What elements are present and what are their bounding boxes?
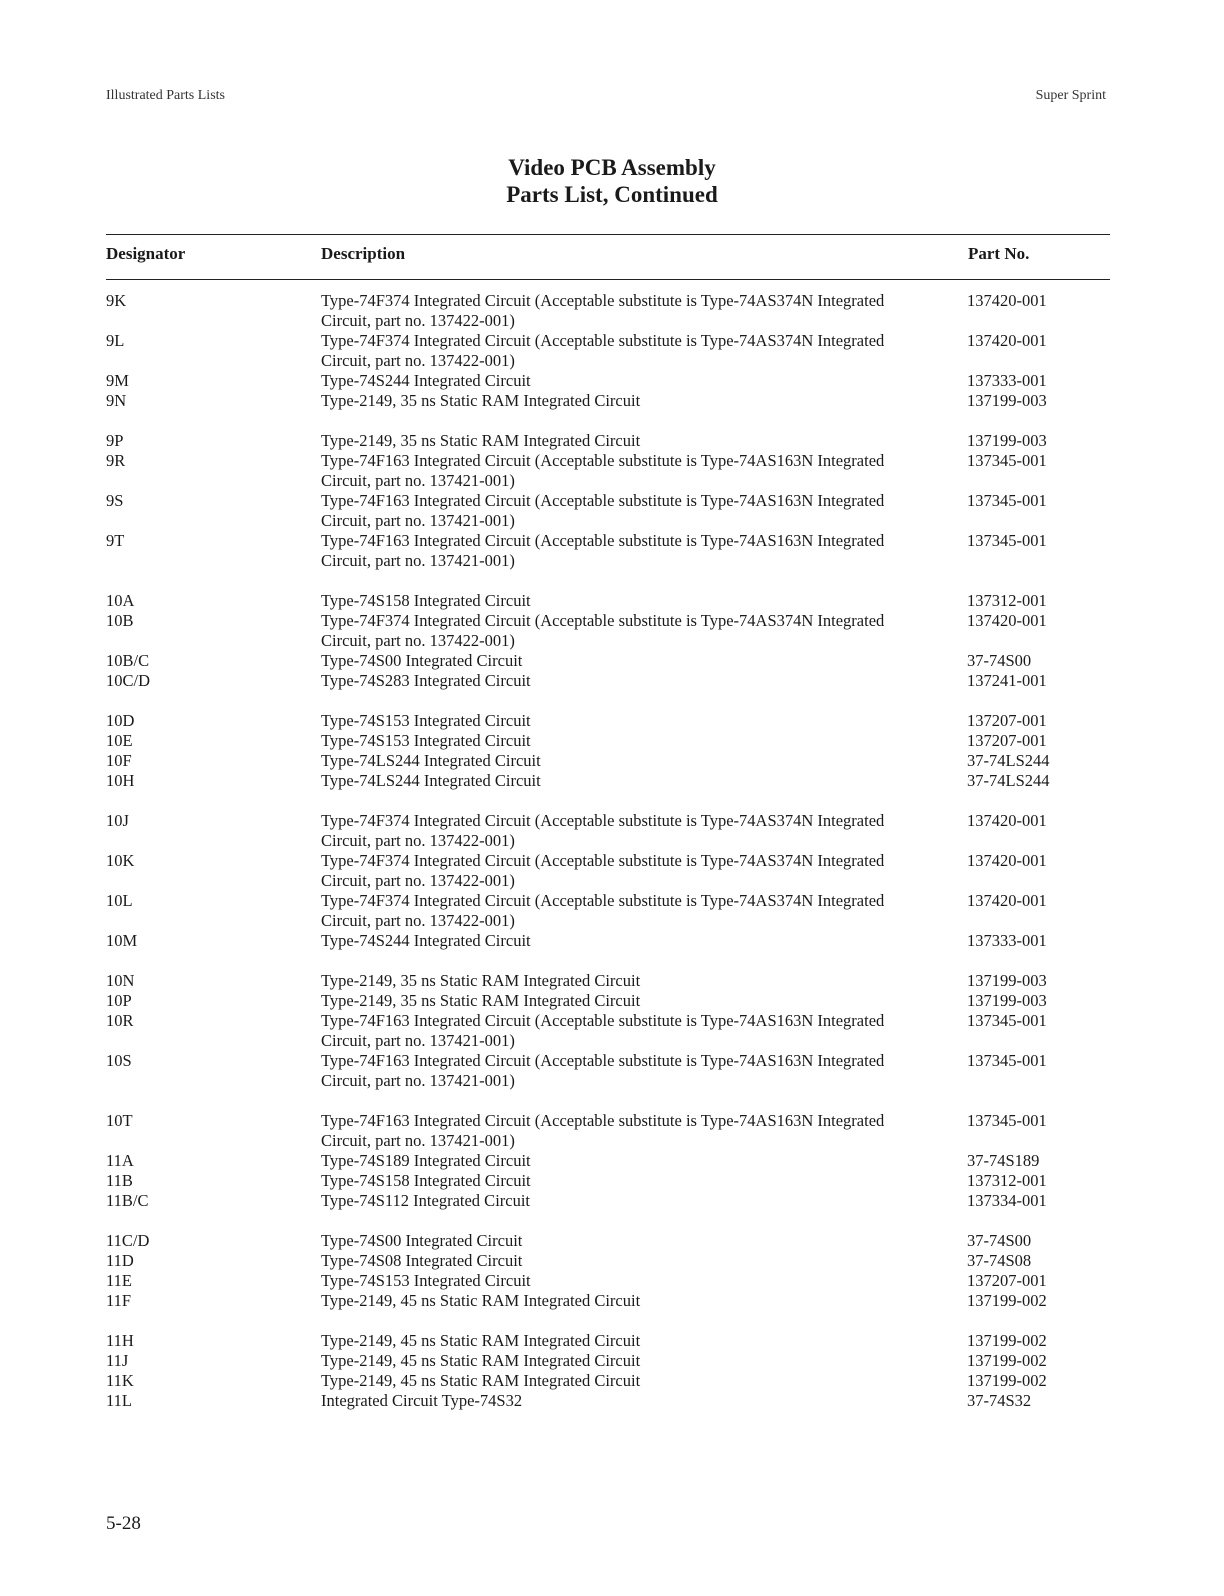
part-number-cell: 137199-003 <box>967 431 1047 450</box>
designator-cell: 11A <box>106 1151 134 1170</box>
designator-cell: 9K <box>106 291 127 310</box>
column-header-designator: Designator <box>106 244 186 263</box>
designator-cell: 10T <box>106 1111 133 1130</box>
part-number-cell: 137199-003 <box>967 391 1047 410</box>
running-header-right: Super Sprint <box>1035 88 1106 103</box>
designator-cell: 9R <box>106 451 126 470</box>
table-row <box>0 671 1224 691</box>
table-header-rule <box>106 279 1110 280</box>
part-number-cell: 137207-001 <box>967 1271 1047 1290</box>
part-number-cell: 137345-001 <box>967 1051 1047 1070</box>
designator-cell: 10L <box>106 891 133 910</box>
table-row <box>0 811 1224 851</box>
table-row <box>0 1251 1224 1271</box>
table-row <box>0 391 1224 411</box>
table-row <box>0 711 1224 731</box>
table-row <box>0 591 1224 611</box>
table-row <box>0 931 1224 951</box>
row-group <box>0 291 1224 411</box>
designator-cell: 9L <box>106 331 125 350</box>
part-number-cell: 137207-001 <box>967 711 1047 730</box>
part-number-cell: 137345-001 <box>967 1011 1047 1030</box>
table-row <box>0 611 1224 651</box>
table-row <box>0 1291 1224 1311</box>
designator-cell: 11J <box>106 1351 129 1370</box>
table-row <box>0 371 1224 391</box>
designator-cell: 10E <box>106 731 133 750</box>
part-number-cell: 37-74S00 <box>967 651 1032 670</box>
part-number-cell: 137333-001 <box>967 371 1047 390</box>
description-cell: Type-74S158 Integrated Circuit <box>321 591 531 610</box>
table-row <box>0 1271 1224 1291</box>
row-group <box>0 431 1224 571</box>
part-number-cell: 137420-001 <box>967 331 1047 350</box>
description-cell: Type-74F163 Integrated Circuit (Acceptable substitute is Type-74AS163N Integrated Circuit, part no. 137421-001) <box>321 491 885 530</box>
page-number: 5-28 <box>106 1513 141 1534</box>
row-group <box>0 591 1224 691</box>
description-cell: Type-74S08 Integrated Circuit <box>321 1251 523 1270</box>
page-title <box>0 154 1224 208</box>
designator-cell: 9M <box>106 371 129 390</box>
table-row <box>0 751 1224 771</box>
part-number-cell: 137345-001 <box>967 1111 1047 1130</box>
description-cell: Type-74S283 Integrated Circuit <box>321 671 531 690</box>
description-cell: Integrated Circuit Type-74S32 <box>321 1391 523 1410</box>
part-number-cell: 137345-001 <box>967 491 1047 510</box>
table-row <box>0 971 1224 991</box>
description-cell: Type-74S00 Integrated Circuit <box>321 651 523 670</box>
designator-cell: 10A <box>106 591 135 610</box>
table-row <box>0 771 1224 791</box>
part-number-cell: 137420-001 <box>967 851 1047 870</box>
table-row <box>0 1351 1224 1371</box>
designator-cell: 10J <box>106 811 129 830</box>
designator-cell: 11C/D <box>106 1231 150 1250</box>
description-cell: Type-2149, 45 ns Static RAM Integrated Circuit <box>321 1331 641 1350</box>
part-number-cell: 137420-001 <box>967 891 1047 910</box>
description-cell: Type-74F163 Integrated Circuit (Acceptable substitute is Type-74AS163N Integrated Circuit, part no. 137421-001) <box>321 451 885 490</box>
row-group <box>0 1111 1224 1211</box>
description-cell: Type-74S244 Integrated Circuit <box>321 931 531 950</box>
running-header-left: Illustrated Parts Lists <box>106 88 225 103</box>
designator-cell: 10S <box>106 1051 132 1070</box>
designator-cell: 10P <box>106 991 132 1010</box>
part-number-cell: 137420-001 <box>967 611 1047 630</box>
description-cell: Type-74F163 Integrated Circuit (Acceptable substitute is Type-74AS163N Integrated Circuit, part no. 137421-001) <box>321 531 885 570</box>
description-cell: Type-74S244 Integrated Circuit <box>321 371 531 390</box>
description-cell: Type-74F163 Integrated Circuit (Acceptable substitute is Type-74AS163N Integrated Circuit, part no. 137421-001) <box>321 1051 885 1090</box>
description-cell: Type-2149, 45 ns Static RAM Integrated Circuit <box>321 1291 641 1310</box>
description-cell: Type-2149, 35 ns Static RAM Integrated Circuit <box>321 391 641 410</box>
description-cell: Type-74F374 Integrated Circuit (Acceptable substitute is Type-74AS374N Integrated Circuit, part no. 137422-001) <box>321 851 885 890</box>
part-number-cell: 137345-001 <box>967 531 1047 550</box>
table-row <box>0 851 1224 891</box>
designator-cell: 10F <box>106 751 132 770</box>
designator-cell: 9N <box>106 391 127 410</box>
table-row <box>0 1111 1224 1151</box>
part-number-cell: 137199-002 <box>967 1291 1047 1310</box>
description-cell: Type-74S153 Integrated Circuit <box>321 731 531 750</box>
description-cell: Type-2149, 45 ns Static RAM Integrated Circuit <box>321 1371 641 1390</box>
part-number-cell: 137199-003 <box>967 991 1047 1010</box>
description-cell: Type-2149, 35 ns Static RAM Integrated Circuit <box>321 431 641 450</box>
description-cell: Type-2149, 35 ns Static RAM Integrated Circuit <box>321 971 641 990</box>
table-row <box>0 451 1224 491</box>
description-cell: Type-74S153 Integrated Circuit <box>321 711 531 730</box>
designator-cell: 10D <box>106 711 135 730</box>
table-row <box>0 431 1224 451</box>
part-number-cell: 37-74LS244 <box>967 751 1050 770</box>
table-row <box>0 1391 1224 1411</box>
description-cell: Type-74F374 Integrated Circuit (Acceptable substitute is Type-74AS374N Integrated Circuit, part no. 137422-001) <box>321 811 885 850</box>
table-top-rule <box>106 234 1110 235</box>
description-cell: Type-74F374 Integrated Circuit (Acceptable substitute is Type-74AS374N Integrated Circuit, part no. 137422-001) <box>321 331 885 370</box>
description-cell: Type-74F163 Integrated Circuit (Acceptable substitute is Type-74AS163N Integrated Circuit, part no. 137421-001) <box>321 1011 885 1050</box>
description-cell: Type-74LS244 Integrated Circuit <box>321 751 541 770</box>
designator-cell: 11K <box>106 1371 134 1390</box>
part-number-cell: 137345-001 <box>967 451 1047 470</box>
table-row <box>0 1231 1224 1251</box>
designator-cell: 11B <box>106 1171 133 1190</box>
table-row <box>0 1051 1224 1091</box>
part-number-cell: 137241-001 <box>967 671 1047 690</box>
designator-cell: 9P <box>106 431 124 450</box>
column-header-description: Description <box>321 244 406 263</box>
part-number-cell: 37-74S189 <box>967 1151 1040 1170</box>
part-number-cell: 37-74LS244 <box>967 771 1050 790</box>
table-row <box>0 1191 1224 1211</box>
part-number-cell: 137420-001 <box>967 291 1047 310</box>
row-group <box>0 1231 1224 1311</box>
part-number-cell: 137199-002 <box>967 1371 1047 1390</box>
part-number-cell: 137420-001 <box>967 811 1047 830</box>
description-cell: Type-74S153 Integrated Circuit <box>321 1271 531 1290</box>
designator-cell: 10H <box>106 771 135 790</box>
part-number-cell: 137334-001 <box>967 1191 1047 1210</box>
description-cell: Type-2149, 45 ns Static RAM Integrated Circuit <box>321 1351 641 1370</box>
table-row <box>0 1371 1224 1391</box>
table-row <box>0 651 1224 671</box>
table-row <box>0 891 1224 931</box>
row-group <box>0 1331 1224 1411</box>
description-cell: Type-74F163 Integrated Circuit (Acceptable substitute is Type-74AS163N Integrated Circuit, part no. 137421-001) <box>321 1111 885 1150</box>
part-number-cell: 137199-003 <box>967 971 1047 990</box>
part-number-cell: 37-74S08 <box>967 1251 1032 1270</box>
designator-cell: 10B/C <box>106 651 150 670</box>
row-group <box>0 971 1224 1091</box>
table-row <box>0 1331 1224 1351</box>
table-row <box>0 491 1224 531</box>
part-number-cell: 137312-001 <box>967 1171 1047 1190</box>
description-cell: Type-74LS244 Integrated Circuit <box>321 771 541 790</box>
description-cell: Type-74S112 Integrated Circuit <box>321 1191 531 1210</box>
row-group <box>0 811 1224 951</box>
designator-cell: 11L <box>106 1391 132 1410</box>
description-cell: Type-74F374 Integrated Circuit (Acceptable substitute is Type-74AS374N Integrated Circuit, part no. 137422-001) <box>321 291 885 330</box>
description-cell: Type-2149, 35 ns Static RAM Integrated Circuit <box>321 991 641 1010</box>
description-cell: Type-74S00 Integrated Circuit <box>321 1231 523 1250</box>
designator-cell: 11F <box>106 1291 132 1310</box>
description-cell: Type-74F374 Integrated Circuit (Acceptable substitute is Type-74AS374N Integrated Circuit, part no. 137422-001) <box>321 891 885 930</box>
description-cell: Type-74S189 Integrated Circuit <box>321 1151 531 1170</box>
part-number-cell: 137199-002 <box>967 1351 1047 1370</box>
parts-table-body <box>0 291 1224 1431</box>
designator-cell: 11E <box>106 1271 132 1290</box>
table-row <box>0 291 1224 331</box>
designator-cell: 10N <box>106 971 135 990</box>
part-number-cell: 137199-002 <box>967 1331 1047 1350</box>
designator-cell: 10B <box>106 611 134 630</box>
part-number-cell: 37-74S32 <box>967 1391 1032 1410</box>
description-cell: Type-74F374 Integrated Circuit (Acceptable substitute is Type-74AS374N Integrated Circuit, part no. 137422-001) <box>321 611 885 650</box>
designator-cell: 11D <box>106 1251 134 1270</box>
table-row <box>0 991 1224 1011</box>
table-row <box>0 1011 1224 1051</box>
column-header-part-no: Part No. <box>968 244 1030 263</box>
table-row <box>0 1171 1224 1191</box>
table-row <box>0 731 1224 751</box>
part-number-cell: 37-74S00 <box>967 1231 1032 1250</box>
title-line-1: Video PCB Assembly <box>508 155 716 180</box>
designator-cell: 11B/C <box>106 1191 149 1210</box>
designator-cell: 10R <box>106 1011 134 1030</box>
title-line-2: Parts List, Continued <box>506 182 718 207</box>
description-cell: Type-74S158 Integrated Circuit <box>321 1171 531 1190</box>
table-row <box>0 531 1224 571</box>
table-row <box>0 331 1224 371</box>
row-group <box>0 711 1224 791</box>
designator-cell: 9S <box>106 491 124 510</box>
designator-cell: 10C/D <box>106 671 151 690</box>
designator-cell: 11H <box>106 1331 134 1350</box>
designator-cell: 10M <box>106 931 138 950</box>
part-number-cell: 137312-001 <box>967 591 1047 610</box>
table-row <box>0 1151 1224 1171</box>
designator-cell: 9T <box>106 531 125 550</box>
part-number-cell: 137207-001 <box>967 731 1047 750</box>
designator-cell: 10K <box>106 851 135 870</box>
part-number-cell: 137333-001 <box>967 931 1047 950</box>
